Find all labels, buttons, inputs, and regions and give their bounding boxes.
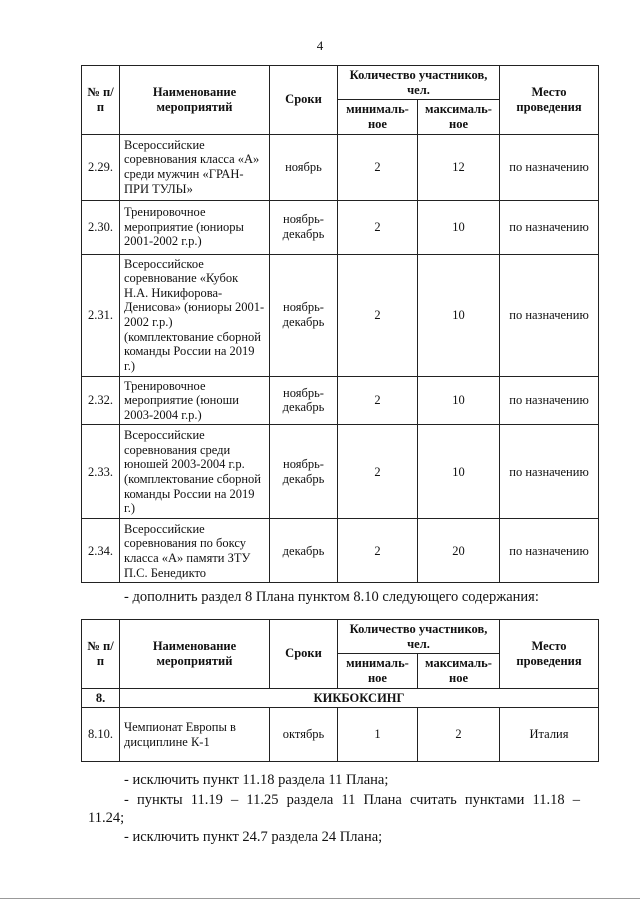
- header-period: Сроки: [270, 66, 338, 135]
- section-row: [82, 688, 599, 708]
- row-name: Всероссийские соревнования по боксу класса «А» памяти ЗТУ П.С. Бенедикто: [120, 519, 270, 583]
- events-table-section-8: [81, 619, 599, 762]
- row-max: 10: [418, 200, 500, 254]
- row-min: 2: [338, 200, 418, 254]
- header-max: максималь-ное: [418, 654, 500, 688]
- row-name: Всероссийские соревнования среди юношей 2003-2004 г.р. (комплектование сборной команды России на 2019 г.): [120, 425, 270, 519]
- header-place: Место проведения: [500, 66, 599, 135]
- row-num: 2.31.: [82, 254, 120, 376]
- row-place: по назначению: [500, 254, 599, 376]
- row-period: ноябрь: [270, 134, 338, 200]
- header-participants: Количество участников, чел.: [338, 66, 500, 100]
- row-max: 12: [418, 134, 500, 200]
- row-place: Италия: [500, 708, 599, 762]
- row-min: 2: [338, 254, 418, 376]
- row-max: 2: [418, 708, 500, 762]
- paragraph-exclude-11-18: - исключить пункт 11.18 раздела 11 Плана;: [124, 772, 389, 788]
- footer-divider: [0, 898, 640, 899]
- row-max: 10: [418, 376, 500, 425]
- row-name: Всероссийское соревнование «Кубок Н.А. Никифорова-Денисова» (юниоры 2001-2002 г.р.) (комплектование сборной команды России на 2019 г.): [120, 254, 270, 376]
- header-participants: Количество участников, чел.: [338, 620, 500, 654]
- header-max: максималь-ное: [418, 100, 500, 134]
- row-min: 2: [338, 134, 418, 200]
- header-period: Сроки: [270, 620, 338, 689]
- row-name: Чемпионат Европы в дисциплине К-1: [120, 708, 270, 762]
- row-period: ноябрь-декабрь: [270, 425, 338, 519]
- row-period: декабрь: [270, 519, 338, 583]
- row-period: октябрь: [270, 708, 338, 762]
- row-place: по назначению: [500, 200, 599, 254]
- row-max: 10: [418, 254, 500, 376]
- row-num: 2.34.: [82, 519, 120, 583]
- row-num: 2.30.: [82, 200, 120, 254]
- paragraph-add-section-8: - дополнить раздел 8 Плана пунктом 8.10 следующего содержания:: [124, 589, 539, 605]
- row-place: по назначению: [500, 425, 599, 519]
- row-num: 8.10.: [82, 708, 120, 762]
- row-name: Тренировочное мероприятие (юноши 2003-2004 г.р.): [120, 376, 270, 425]
- section-num: 8.: [82, 688, 120, 708]
- header-num: № п/п: [82, 620, 120, 689]
- header-name: Наименование мероприятий: [120, 66, 270, 135]
- row-min: 2: [338, 425, 418, 519]
- row-period: ноябрь-декабрь: [270, 254, 338, 376]
- events-table-section-2: [81, 65, 599, 583]
- table-row: [82, 708, 599, 762]
- row-place: по назначению: [500, 134, 599, 200]
- row-max: 20: [418, 519, 500, 583]
- header-min: минималь-ное: [338, 654, 418, 688]
- table-row: [82, 519, 599, 583]
- header-min: минималь-ное: [338, 100, 418, 134]
- table-row: [82, 134, 599, 200]
- row-num: 2.32.: [82, 376, 120, 425]
- row-period: ноябрь-декабрь: [270, 376, 338, 425]
- row-name: Всероссийские соревнования класса «А» среди мужчин «ГРАН-ПРИ ТУЛЫ»: [120, 134, 270, 200]
- page-number: 4: [316, 38, 324, 53]
- table-row: [82, 376, 599, 425]
- table-row: [82, 254, 599, 376]
- header-num: № п/п: [82, 66, 120, 135]
- row-num: 2.29.: [82, 134, 120, 200]
- row-min: 1: [338, 708, 418, 762]
- row-min: 2: [338, 376, 418, 425]
- row-max: 10: [418, 425, 500, 519]
- row-period: ноябрь-декабрь: [270, 200, 338, 254]
- header-place: Место проведения: [500, 620, 599, 689]
- paragraph-renumber-11-cont: 11.24;: [88, 810, 125, 826]
- row-place: по назначению: [500, 376, 599, 425]
- paragraph-renumber-11: - пункты 11.19 – 11.25 раздела 11 Плана считать пунктами 11.18 –: [124, 792, 580, 808]
- row-num: 2.33.: [82, 425, 120, 519]
- table-row: [82, 200, 599, 254]
- header-name: Наименование мероприятий: [120, 620, 270, 689]
- section-title: КИКБОКСИНГ: [120, 688, 599, 708]
- row-min: 2: [338, 519, 418, 583]
- row-place: по назначению: [500, 519, 599, 583]
- row-name: Тренировочное мероприятие (юниоры 2001-2002 г.р.): [120, 200, 270, 254]
- paragraph-exclude-24-7: - исключить пункт 24.7 раздела 24 Плана;: [124, 829, 383, 845]
- table-row: [82, 425, 599, 519]
